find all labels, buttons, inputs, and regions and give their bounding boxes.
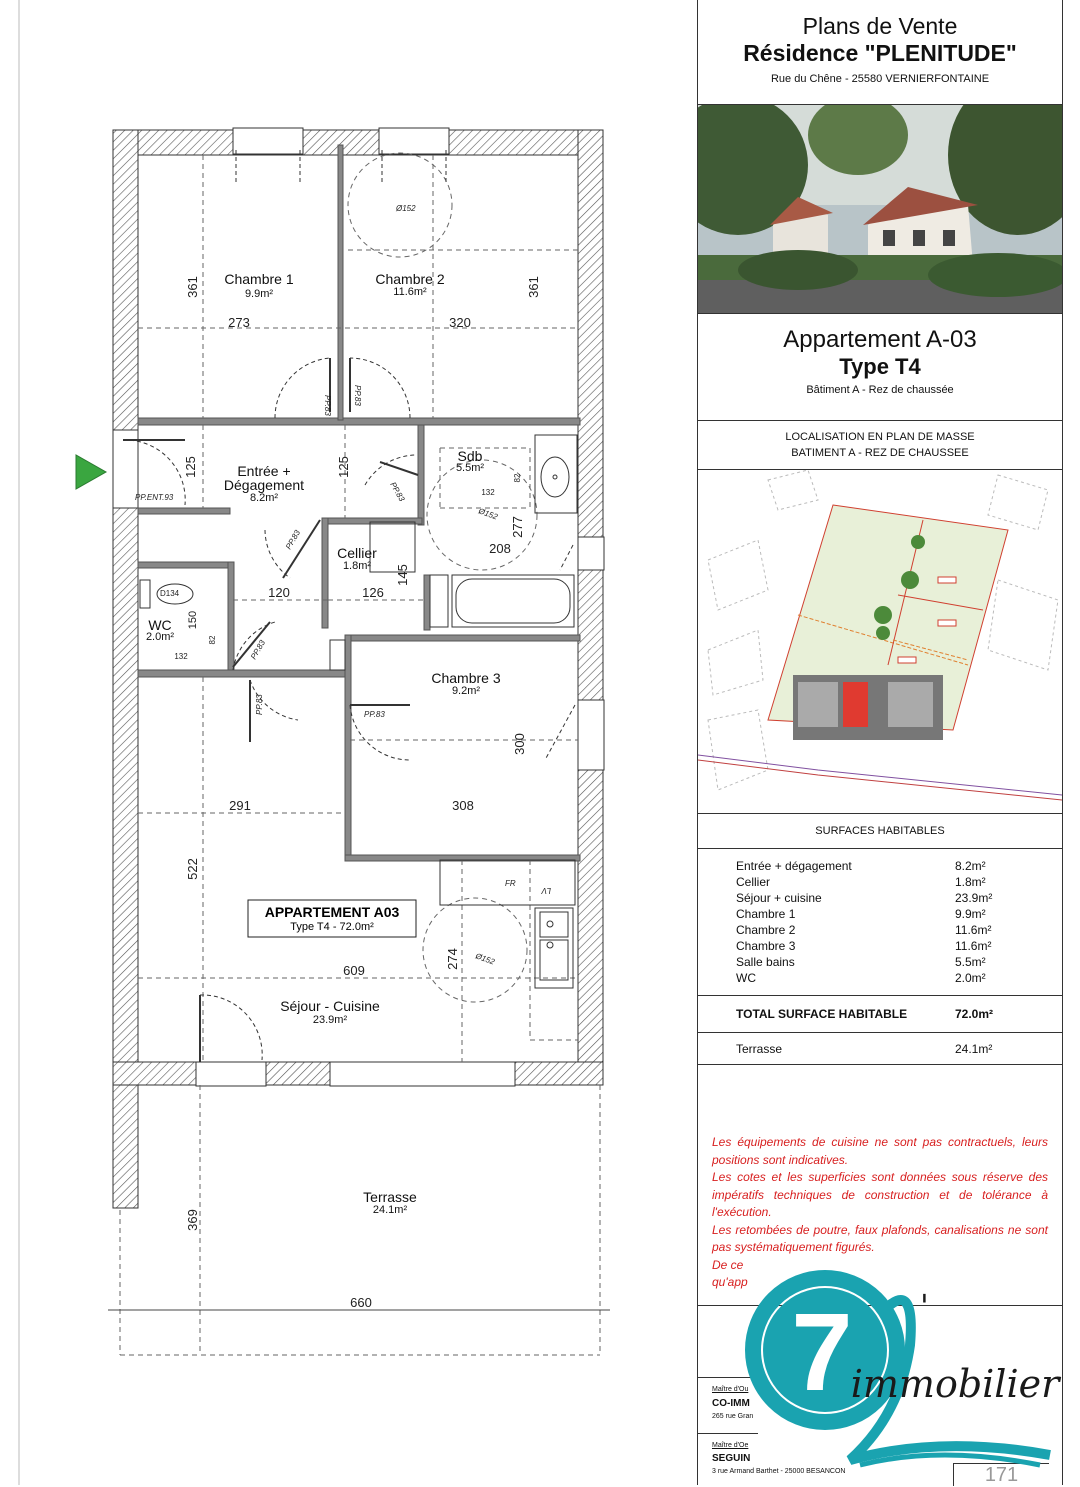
svg-text:300: 300 xyxy=(512,733,527,755)
total-value: 72.0m² xyxy=(955,1007,994,1021)
room-area-terrasse: 24.1m² xyxy=(372,1204,408,1216)
room-name-chambre3: Chambre 3 xyxy=(431,670,501,686)
surface-label: Chambre 2 xyxy=(736,923,796,937)
terrace-value: 24.1m² xyxy=(955,1042,993,1056)
svg-text:361: 361 xyxy=(185,276,200,298)
surfaces-table xyxy=(698,849,1062,996)
maitre-oeuvre-label: Maître d'Oe xyxy=(712,1442,749,1449)
room-area-chambre1: 9.9m² xyxy=(244,288,274,300)
svg-text:PP.83: PP.83 xyxy=(283,528,303,551)
svg-text:LV: LV xyxy=(541,886,551,895)
logo-text: immobilier xyxy=(850,1362,1060,1406)
note-3: Les retombées de poutre, faux plafonds, canalisations ne sont pas systématiquement figurés. xyxy=(712,1222,1048,1254)
svg-text:208: 208 xyxy=(489,541,511,556)
surface-label: Entrée + dégagement xyxy=(736,859,852,873)
header-title: Plans de Vente xyxy=(802,13,958,39)
surface-label: WC xyxy=(736,971,756,985)
svg-text:609: 609 xyxy=(343,963,365,978)
room-name-sdb: Sdb xyxy=(457,448,483,464)
surface-row xyxy=(736,971,1036,987)
surface-row xyxy=(736,875,1036,891)
site-plan-map xyxy=(698,470,1062,814)
svg-text:150: 150 xyxy=(187,610,199,630)
room-area-wc: 2.0m² xyxy=(145,631,175,643)
apartment-type: Type T4 xyxy=(839,354,921,379)
building-photo xyxy=(698,105,1062,313)
surface-value: 5.5m² xyxy=(955,955,986,969)
maitre-oeuvre-address: 3 rue Armand Barthet - 25000 BESANCON xyxy=(712,1468,846,1475)
svg-text:PP.83: PP.83 xyxy=(353,385,362,406)
room-name-entree-2: Dégagement xyxy=(223,477,305,493)
surfaces-total-row xyxy=(698,996,1062,1033)
maitre-ouvrage-name: CO-IMM xyxy=(712,1398,750,1409)
room-name-cellier: Cellier xyxy=(337,545,377,561)
svg-text:273: 273 xyxy=(228,315,250,330)
apartment-box-subtitle: Type T4 - 72.0m² xyxy=(290,921,374,933)
room-area-sdb: 5.5m² xyxy=(455,462,485,474)
note-4: De ce xyxy=(712,1257,744,1272)
svg-text:522: 522 xyxy=(185,858,200,880)
residence-name: Résidence "PLENITUDE" xyxy=(743,40,1017,66)
svg-text:PP.83: PP.83 xyxy=(248,638,268,661)
surfaces-title: SURFACES HABITABLES xyxy=(698,814,1062,849)
surface-row xyxy=(736,891,1036,907)
localisation-section xyxy=(698,421,1062,470)
svg-text:132: 132 xyxy=(481,488,495,497)
room-area-cellier: 1.8m² xyxy=(342,560,372,572)
svg-text:145: 145 xyxy=(395,564,410,586)
room-name-entree: Entrée + xyxy=(237,463,291,479)
surface-label: Chambre 3 xyxy=(736,939,796,953)
surface-value: 11.6m² xyxy=(955,939,992,953)
svg-text:361: 361 xyxy=(526,276,541,298)
room-name-chambre2: Chambre 2 xyxy=(375,271,445,287)
room-name-sejour: Séjour - Cuisine xyxy=(280,998,380,1014)
room-area-chambre2: 11.6m² xyxy=(393,286,427,298)
svg-text:660: 660 xyxy=(350,1295,372,1310)
svg-text:291: 291 xyxy=(229,798,251,813)
surface-value: 2.0m² xyxy=(955,971,986,985)
note-1: Les équipements de cuisine ne sont pas contractuels, leurs positions sont indicatives. xyxy=(712,1135,1048,1167)
svg-text:PP.83: PP.83 xyxy=(388,480,407,503)
maitre-oeuvre-name: SEGUIN xyxy=(712,1453,751,1464)
localisation-line2: BATIMENT A - REZ DE CHAUSSEE xyxy=(791,447,969,459)
terrace-label: Terrasse xyxy=(736,1042,783,1056)
page-number: 171 xyxy=(953,1463,1049,1486)
svg-text:PP.83: PP.83 xyxy=(255,694,264,715)
svg-text:125: 125 xyxy=(336,456,351,478)
room-area-entree: 8.2m² xyxy=(249,492,279,504)
info-panel xyxy=(697,0,1063,1485)
surface-label: Séjour + cuisine xyxy=(736,891,822,905)
logo-number: 7 xyxy=(791,1291,853,1414)
localisation-line1: LOCALISATION EN PLAN DE MASSE xyxy=(785,431,975,443)
svg-text:369: 369 xyxy=(185,1209,200,1231)
room-name-wc: WC xyxy=(148,617,172,633)
apartment-section xyxy=(698,314,1062,421)
svg-text:Ø152: Ø152 xyxy=(396,204,416,213)
svg-text:125: 125 xyxy=(183,456,198,478)
svg-text:FR: FR xyxy=(505,879,516,888)
terrace-row xyxy=(698,1033,1062,1065)
svg-text:82: 82 xyxy=(208,635,217,645)
surface-label: Cellier xyxy=(736,875,771,889)
surface-row xyxy=(736,923,1036,939)
dimension-labels xyxy=(174,276,541,1310)
svg-text:PP.ENT.93: PP.ENT.93 xyxy=(135,493,174,502)
total-label: TOTAL SURFACE HABITABLE xyxy=(736,1007,908,1021)
svg-text:274: 274 xyxy=(445,948,460,970)
maitre-ouvrage-address: 265 rue Gran xyxy=(712,1413,754,1420)
surface-row xyxy=(736,907,1036,923)
svg-text:132: 132 xyxy=(174,652,188,661)
surface-value: 8.2m² xyxy=(955,859,986,873)
logo-7l-immobilier xyxy=(740,1265,1070,1480)
apartment-location: Bâtiment A - Rez de chaussée xyxy=(806,384,954,396)
surface-row xyxy=(736,859,1036,875)
surface-value: 23.9m² xyxy=(955,891,993,905)
svg-text:Ø152: Ø152 xyxy=(474,951,496,967)
note-2: Les cotes et les superficies sont données sous réserve des impératifs techniques de construction et de tolérance à l'exécution. xyxy=(712,1170,1048,1219)
svg-text:277: 277 xyxy=(510,516,525,538)
site-plan-drawing xyxy=(698,470,1062,813)
svg-text:PP.83: PP.83 xyxy=(323,395,332,416)
room-name-chambre1: Chambre 1 xyxy=(224,271,294,287)
svg-text:308: 308 xyxy=(452,798,474,813)
svg-text:320: 320 xyxy=(449,315,471,330)
surface-row xyxy=(736,955,1036,971)
note-5: qu'app xyxy=(712,1275,748,1289)
svg-text:Ø152: Ø152 xyxy=(477,506,499,522)
svg-text:82: 82 xyxy=(513,473,522,483)
svg-text:D134: D134 xyxy=(160,589,180,598)
building-rendering xyxy=(698,105,1062,314)
maitre-ouvrage-label: Maître d'Ou xyxy=(712,1386,749,1393)
svg-text:120: 120 xyxy=(268,585,290,600)
svg-text:': ' xyxy=(920,1287,929,1325)
surface-row xyxy=(736,939,1036,955)
entry-arrow-icon xyxy=(76,455,106,489)
svg-text:126: 126 xyxy=(362,585,384,600)
room-name-terrasse: Terrasse xyxy=(363,1189,417,1205)
svg-text:PP.83: PP.83 xyxy=(364,710,385,719)
apartment-box-title: APPARTEMENT A03 xyxy=(264,904,400,920)
room-area-chambre3: 9.2m² xyxy=(451,685,481,697)
apartment-label-box xyxy=(248,900,416,937)
room-area-sejour: 23.9m² xyxy=(312,1014,348,1026)
surface-value: 11.6m² xyxy=(955,923,992,937)
residence-address: Rue du Chêne - 25580 VERNIERFONTAINE xyxy=(770,73,990,85)
apartment-name: Appartement A-03 xyxy=(783,326,977,353)
surface-value: 9.9m² xyxy=(955,907,986,921)
surface-label: Salle bains xyxy=(736,955,795,969)
surface-value: 1.8m² xyxy=(955,875,986,889)
header-section xyxy=(698,0,1062,105)
surface-label: Chambre 1 xyxy=(736,907,796,921)
